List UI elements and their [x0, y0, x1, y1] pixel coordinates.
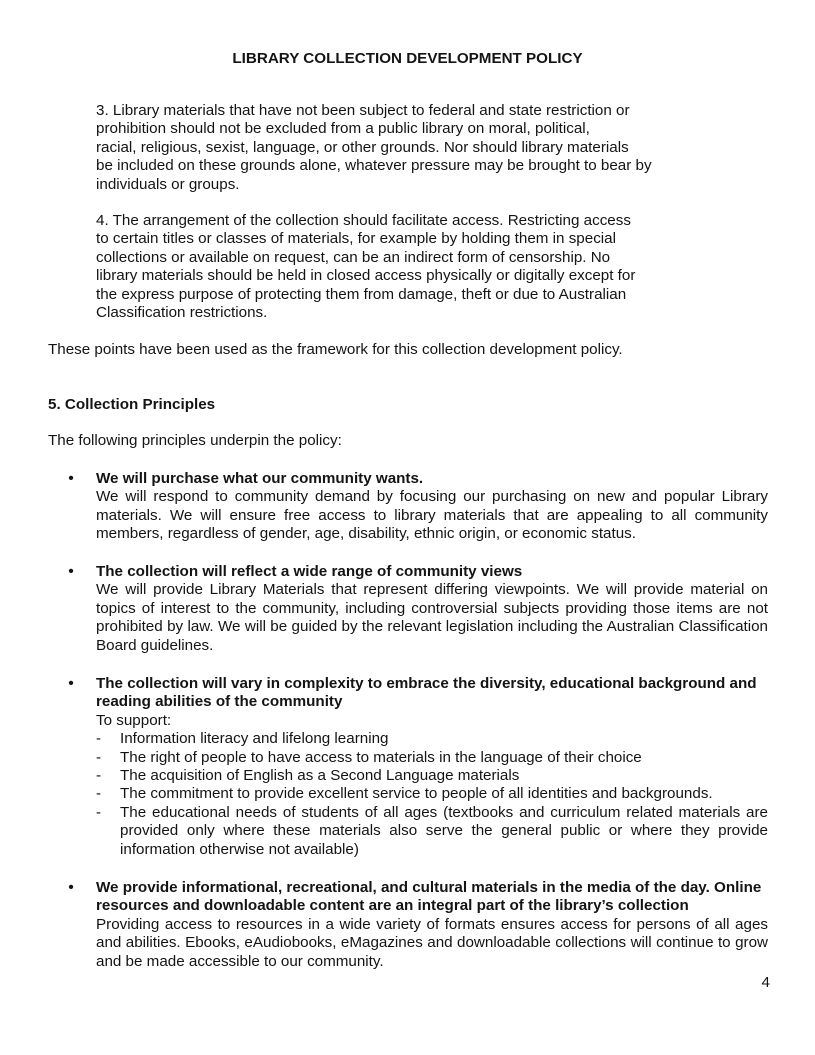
- principle-body: Providing access to resources in a wide variety of formats ensures access for persons of all ages and abilities. Ebooks, eAudiobooks, eMagazines and downloadable collections will continue to grow and be made accessible to our community.: [96, 915, 768, 970]
- support-item-text: The right of people to have access to materials in the language of their choice: [120, 748, 642, 766]
- principle-heading: The collection will vary in complexity to embrace the diversity, educational background and reading abilities of the community: [96, 675, 757, 711]
- dash-icon: -: [96, 785, 102, 803]
- paragraph-line: library materials should be held in closed access physically or digitally except for: [96, 267, 636, 285]
- framework-sentence: These points have been used as the framework for this collection development policy.: [48, 341, 623, 358]
- bullet-icon: •: [68, 879, 74, 896]
- paragraph-line: Classification restrictions.: [96, 304, 268, 322]
- paragraph-line: 3. Library materials that have not been subject to federal and state restriction or: [96, 102, 630, 119]
- support-label: To support:: [96, 711, 172, 729]
- paragraph-line: 4. The arrangement of the collection should facilitate access. Restricting access: [96, 212, 631, 229]
- principle-body: We will provide Library Materials that represent differing viewpoints. We will provide material on topics of interest to the community, including controversial subjects providing those items are not prohibited by law. We will be guided by the relevant legislation including the Australian Classification Board guidelines.: [96, 581, 768, 654]
- bullet-icon: •: [68, 470, 74, 487]
- paragraph-line: prohibition should not be excluded from a public library on moral, political,: [96, 120, 590, 138]
- principle-item: [68, 563, 768, 655]
- page-title: LIBRARY COLLECTION DEVELOPMENT POLICY: [232, 50, 583, 67]
- paragraph-4: [96, 212, 696, 322]
- dash-icon: -: [96, 748, 102, 766]
- support-list-item: [96, 749, 768, 767]
- bullet-icon: •: [68, 675, 74, 692]
- principle-heading: We will purchase what our community wants.: [96, 470, 424, 487]
- principle-item: [68, 470, 768, 544]
- section-heading: 5. Collection Principles: [48, 396, 216, 413]
- support-list-item: [96, 730, 768, 748]
- support-list-item: [96, 767, 768, 785]
- support-list-item: [96, 804, 768, 859]
- paragraph-line: individuals or groups.: [96, 175, 240, 193]
- paragraph-line: collections or available on request, can be an indirect form of censorship. No: [96, 248, 611, 266]
- principle-body: We will respond to community demand by focusing our purchasing on new and popular Library materials. We will ensure free access to library materials that are appealing to all community members, regardless of gender, age, disability, ethnic origin, or economic status.: [96, 488, 768, 543]
- support-item-text: The commitment to provide excellent service to people of all identities and backgrounds.: [120, 785, 713, 803]
- dash-icon: -: [96, 803, 102, 821]
- paragraph-line: to certain titles or classes of materials, for example by holding them in special: [96, 230, 616, 248]
- bullet-icon: •: [68, 563, 74, 580]
- support-item-text: The acquisition of English as a Second Language materials: [120, 767, 520, 785]
- paragraph-line: racial, religious, sexist, language, or other grounds. Nor should library materials: [96, 138, 629, 156]
- principle-heading: We provide informational, recreational, and cultural materials in the media of the day. Online resources and downloadable content are an integral part of the library’s collection: [96, 879, 762, 915]
- support-list-item: [96, 785, 768, 803]
- paragraph-3: [96, 102, 696, 194]
- support-list: [96, 730, 768, 859]
- paragraph-line: be included on these grounds alone, whatever pressure may be brought to bear by: [96, 157, 652, 175]
- support-item-text: The educational needs of students of all ages (textbooks and curriculum related materials are provided only where these materials also serve the general public or where they provide information otherwise not available): [120, 803, 768, 858]
- support-item-text: Information literacy and lifelong learning: [120, 730, 389, 748]
- page-number: 4: [761, 974, 770, 991]
- intro-sentence: The following principles underpin the policy:: [48, 432, 342, 449]
- paragraph-line: the express purpose of protecting them from damage, theft or due to Australian: [96, 285, 627, 303]
- principle-item: [68, 879, 768, 971]
- dash-icon: -: [96, 767, 102, 785]
- principle-heading: The collection will reflect a wide range of community views: [96, 563, 523, 580]
- dash-icon: -: [96, 730, 102, 748]
- principle-item: [68, 675, 768, 859]
